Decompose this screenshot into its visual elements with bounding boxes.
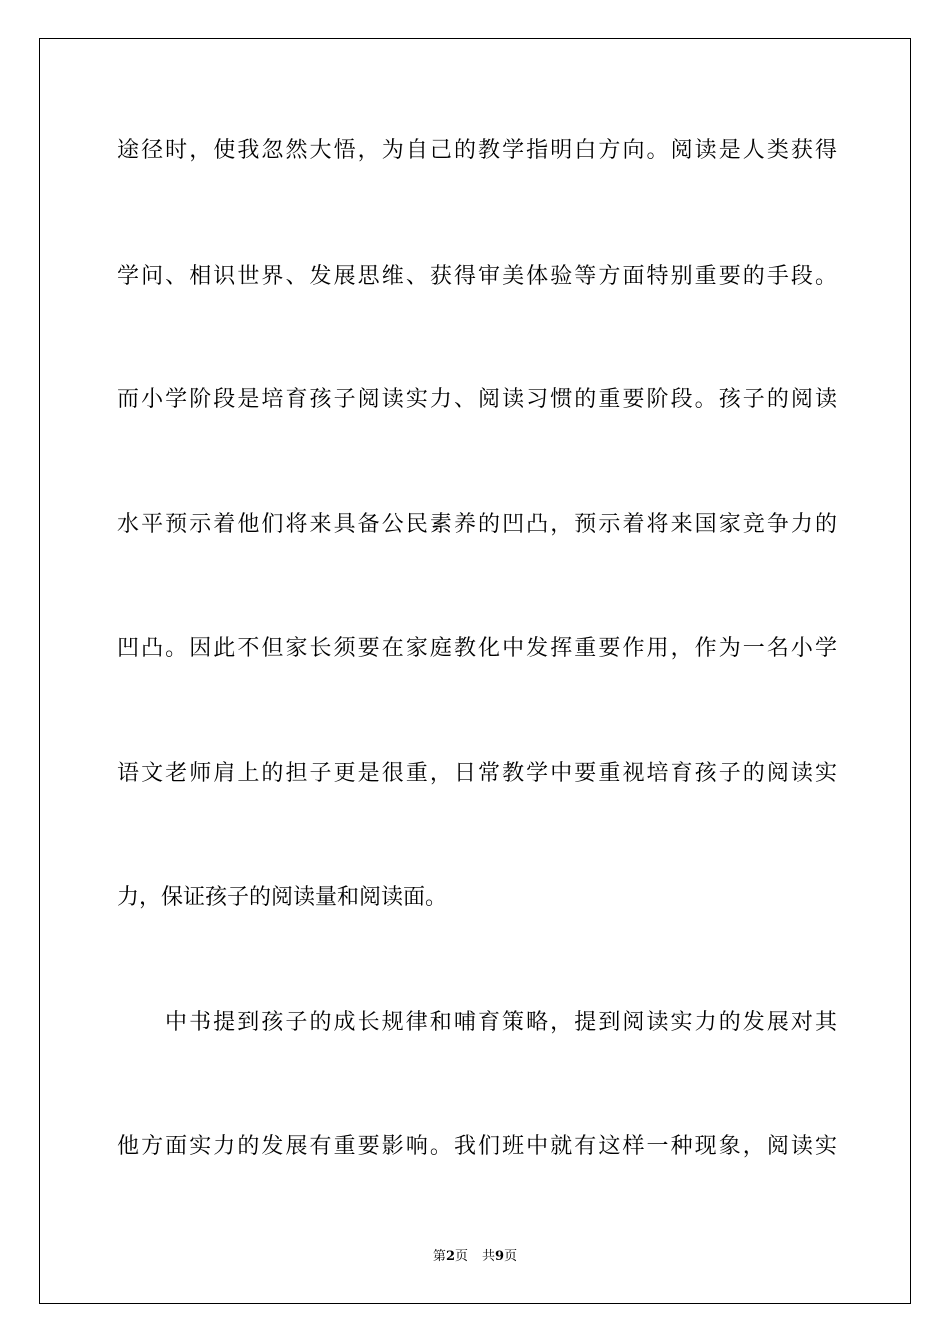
text-line-7: 力，保证孩子的阅读量和阅读面。 <box>117 885 448 910</box>
text-line-5: 凹凸。因此不但家长须要在家庭教化中发挥重要作用，作为一名小学 <box>117 636 837 661</box>
page-prefix: 第 <box>432 1249 446 1264</box>
text-line-6: 语文老师肩上的担子更是很重，日常教学中要重视培育孩子的阅读实 <box>117 761 837 786</box>
text-line-8: 中书提到孩子的成长规律和哺育策略，提到阅读实力的发展对其 <box>165 1010 837 1035</box>
text-line-1: 途径时，使我忽然大悟，为自己的教学指明白方向。阅读是人类获得 <box>117 138 837 163</box>
text-line-2: 学问、相识世界、发展思维、获得审美体验等方面特别重要的手段。 <box>117 264 837 289</box>
total-prefix: 共 <box>482 1249 496 1264</box>
page-number: 2 <box>445 1249 455 1264</box>
total-suffix: 页 <box>504 1249 518 1264</box>
text-line-3: 而小学阶段是培育孩子阅读实力、阅读习惯的重要阶段。孩子的阅读 <box>117 387 837 412</box>
page-border <box>39 38 911 1304</box>
text-line-9: 他方面实力的发展有重要影响。我们班中就有这样一种现象，阅读实 <box>117 1134 837 1159</box>
text-line-4: 水平预示着他们将来具备公民素养的凹凸，预示着将来国家竞争力的 <box>117 512 837 537</box>
total-pages: 9 <box>495 1249 505 1264</box>
page-footer <box>0 1248 950 1266</box>
page-suffix: 页 <box>454 1249 468 1264</box>
